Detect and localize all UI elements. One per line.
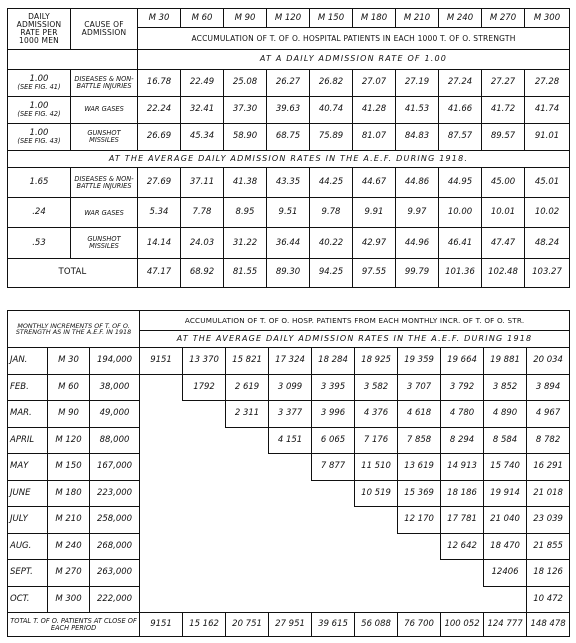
increments-column-header: MONTHLY INCREMENTS OF T. OF O. STRENGTH AS IN THE A.E.F. IN 1918 bbox=[8, 311, 140, 348]
value-cell: 15 821 bbox=[226, 348, 269, 375]
value-cell: 68.75 bbox=[267, 123, 310, 150]
value-cell: 27.24 bbox=[439, 69, 482, 96]
value-cell: 11 510 bbox=[355, 454, 398, 481]
total-cell: 97.55 bbox=[353, 258, 396, 287]
empty-cell bbox=[312, 533, 355, 560]
cause-column-header: CAUSE OF ADMISSION bbox=[71, 9, 138, 50]
cause-label: GUNSHOT MISSILES bbox=[71, 228, 138, 258]
strength-value: 49,000 bbox=[90, 401, 140, 428]
total-cell: 81.55 bbox=[224, 258, 267, 287]
value-cell: 42.97 bbox=[353, 228, 396, 258]
value-cell: 37.30 bbox=[224, 96, 267, 123]
value-cell: 22.24 bbox=[138, 96, 181, 123]
empty-cell bbox=[269, 560, 312, 587]
table-row bbox=[8, 198, 570, 228]
value-cell: 41.66 bbox=[439, 96, 482, 123]
value-cell: 27.19 bbox=[396, 69, 439, 96]
value-cell: 44.95 bbox=[439, 167, 482, 197]
empty-cell bbox=[226, 480, 269, 507]
cause-label: WAR GASES bbox=[71, 198, 138, 228]
value-cell: 18 925 bbox=[355, 348, 398, 375]
value-cell: 31.22 bbox=[224, 228, 267, 258]
table-row bbox=[8, 533, 570, 560]
value-cell: 21 018 bbox=[527, 480, 570, 507]
empty-cell bbox=[312, 507, 355, 534]
value-cell: 91.01 bbox=[525, 123, 570, 150]
total-cell: 68.92 bbox=[181, 258, 224, 287]
total-cell: 124 777 bbox=[484, 613, 527, 637]
month-label: FEB. bbox=[8, 374, 48, 401]
value-cell: 4 967 bbox=[527, 401, 570, 428]
empty-cell bbox=[269, 454, 312, 481]
month-label: MAY bbox=[8, 454, 48, 481]
value-cell: 21 040 bbox=[484, 507, 527, 534]
total-cell: 100 052 bbox=[441, 613, 484, 637]
value-cell: 45.00 bbox=[482, 167, 525, 197]
month-label: JULY bbox=[8, 507, 48, 534]
value-cell: 7 176 bbox=[355, 427, 398, 454]
strength-value: 258,000 bbox=[90, 507, 140, 534]
period-label: M 270 bbox=[48, 560, 90, 587]
value-cell: 5.34 bbox=[138, 198, 181, 228]
value-cell: 13 370 bbox=[183, 348, 226, 375]
value-cell: 9.97 bbox=[396, 198, 439, 228]
value-cell: 17 324 bbox=[269, 348, 312, 375]
empty-cell bbox=[269, 507, 312, 534]
empty-cell bbox=[183, 507, 226, 534]
value-cell: 19 881 bbox=[484, 348, 527, 375]
value-cell: 45.34 bbox=[181, 123, 224, 150]
month-label: SEPT. bbox=[8, 560, 48, 587]
value-cell: 7 877 bbox=[312, 454, 355, 481]
period-label: M 210 bbox=[48, 507, 90, 534]
total-cell: 99.79 bbox=[396, 258, 439, 287]
value-cell: 44.96 bbox=[396, 228, 439, 258]
value-cell: 26.69 bbox=[138, 123, 181, 150]
month-header: M 150 bbox=[310, 9, 353, 28]
total-label: TOTAL T. OF O. PATIENTS AT CLOSE OF EACH PERIOD bbox=[8, 613, 140, 637]
value-cell: 10 519 bbox=[355, 480, 398, 507]
band-average-rate: AT THE AVERAGE DAILY ADMISSION RATES IN THE A.E.F. DURING 1918 bbox=[140, 331, 570, 348]
total-cell: 102.48 bbox=[482, 258, 525, 287]
empty-cell bbox=[355, 533, 398, 560]
accumulation-title: ACCUMULATION OF T. OF O. HOSP. PATIENTS FROM EACH MONTHLY INCR. OF T. OF O. STR. bbox=[140, 311, 570, 331]
empty-cell bbox=[140, 507, 183, 534]
value-cell: 3 996 bbox=[312, 401, 355, 428]
strength-value: 223,000 bbox=[90, 480, 140, 507]
value-cell: 81.07 bbox=[353, 123, 396, 150]
value-cell: 58.90 bbox=[224, 123, 267, 150]
month-header: M 240 bbox=[439, 9, 482, 28]
value-cell: 13 619 bbox=[398, 454, 441, 481]
strength-value: 88,000 bbox=[90, 427, 140, 454]
table-row bbox=[8, 348, 570, 375]
empty-cell bbox=[398, 560, 441, 587]
value-cell: 12 642 bbox=[441, 533, 484, 560]
empty-cell bbox=[269, 480, 312, 507]
rate-value: 1.00 bbox=[29, 73, 49, 84]
total-cell: 148 478 bbox=[527, 613, 570, 637]
total-cell: 47.17 bbox=[138, 258, 181, 287]
month-label: MAR. bbox=[8, 401, 48, 428]
value-cell: 26.82 bbox=[310, 69, 353, 96]
value-cell: 3 395 bbox=[312, 374, 355, 401]
value-cell: 8 782 bbox=[527, 427, 570, 454]
value-cell: 19 359 bbox=[398, 348, 441, 375]
rate-value: 1.00 bbox=[29, 100, 49, 111]
empty-cell bbox=[226, 560, 269, 587]
total-cell: 9151 bbox=[140, 613, 183, 637]
table-row bbox=[8, 69, 570, 96]
total-label: TOTAL bbox=[8, 258, 138, 287]
period-label: M 120 bbox=[48, 427, 90, 454]
value-cell: 3 582 bbox=[355, 374, 398, 401]
value-cell: 3 894 bbox=[527, 374, 570, 401]
table-row bbox=[8, 167, 570, 197]
period-label: M 90 bbox=[48, 401, 90, 428]
empty-cell bbox=[140, 533, 183, 560]
empty-cell bbox=[226, 507, 269, 534]
rate-value: .24 bbox=[8, 198, 71, 228]
month-label: OCT. bbox=[8, 586, 48, 613]
value-cell: 18 284 bbox=[312, 348, 355, 375]
total-row bbox=[8, 258, 570, 287]
value-cell: 44.67 bbox=[353, 167, 396, 197]
total-cell: 101.36 bbox=[439, 258, 482, 287]
empty-cell bbox=[183, 560, 226, 587]
value-cell: 41.28 bbox=[353, 96, 396, 123]
rate-value: 1.00 bbox=[29, 127, 49, 138]
value-cell: 16 291 bbox=[527, 454, 570, 481]
table-row bbox=[8, 401, 570, 428]
month-label: JAN. bbox=[8, 348, 48, 375]
total-cell: 89.30 bbox=[267, 258, 310, 287]
empty-cell bbox=[355, 586, 398, 613]
table-row bbox=[8, 427, 570, 454]
value-cell: 4 890 bbox=[484, 401, 527, 428]
value-cell: 23 039 bbox=[527, 507, 570, 534]
empty-cell bbox=[140, 480, 183, 507]
value-cell: 3 707 bbox=[398, 374, 441, 401]
empty-cell bbox=[226, 533, 269, 560]
value-cell: 2 619 bbox=[226, 374, 269, 401]
period-label: M 240 bbox=[48, 533, 90, 560]
figure-reference: (SEE FIG. 43) bbox=[17, 136, 61, 145]
accumulation-title: ACCUMULATION OF T. OF O. HOSPITAL PATIENTS IN EACH 1000 T. OF O. STRENGTH bbox=[138, 28, 570, 50]
strength-value: 222,000 bbox=[90, 586, 140, 613]
table-row bbox=[8, 454, 570, 481]
empty-cell bbox=[183, 586, 226, 613]
value-cell: 14.14 bbox=[138, 228, 181, 258]
value-cell: 44.86 bbox=[396, 167, 439, 197]
empty-cell bbox=[140, 374, 183, 401]
empty-cell bbox=[140, 560, 183, 587]
total-cell: 94.25 bbox=[310, 258, 353, 287]
empty-cell bbox=[355, 507, 398, 534]
value-cell: 26.27 bbox=[267, 69, 310, 96]
total-cell: 39 615 bbox=[312, 613, 355, 637]
value-cell: 41.72 bbox=[482, 96, 525, 123]
value-cell: 47.47 bbox=[482, 228, 525, 258]
value-cell: 9.91 bbox=[353, 198, 396, 228]
value-cell: 15 740 bbox=[484, 454, 527, 481]
table-row bbox=[8, 374, 570, 401]
value-cell: 9.78 bbox=[310, 198, 353, 228]
value-cell: 18 126 bbox=[527, 560, 570, 587]
rate-column-header: DAILY ADMISSION RATE PER 1000 MEN bbox=[8, 9, 71, 50]
value-cell: 15 369 bbox=[398, 480, 441, 507]
strength-value: 38,000 bbox=[90, 374, 140, 401]
value-cell: 10.00 bbox=[439, 198, 482, 228]
band-daily-rate: AT A DAILY ADMISSION RATE OF 1.00 bbox=[138, 50, 570, 69]
total-cell: 20 751 bbox=[226, 613, 269, 637]
month-header: M 210 bbox=[396, 9, 439, 28]
value-cell: 22.49 bbox=[181, 69, 224, 96]
month-label: AUG. bbox=[8, 533, 48, 560]
total-cell: 56 088 bbox=[355, 613, 398, 637]
value-cell: 16.78 bbox=[138, 69, 181, 96]
period-label: M 60 bbox=[48, 374, 90, 401]
total-cell: 103.27 bbox=[525, 258, 570, 287]
value-cell: 84.83 bbox=[396, 123, 439, 150]
value-cell: 9151 bbox=[140, 348, 183, 375]
value-cell: 8 294 bbox=[441, 427, 484, 454]
cause-label: DISEASES & NON-BATTLE INJURIES bbox=[71, 167, 138, 197]
empty-cell bbox=[183, 401, 226, 428]
month-label: JUNE bbox=[8, 480, 48, 507]
empty-cell bbox=[355, 560, 398, 587]
empty-cell bbox=[398, 533, 441, 560]
period-label: M 180 bbox=[48, 480, 90, 507]
cause-label: GUNSHOT MISSILES bbox=[71, 123, 138, 150]
value-cell: 89.57 bbox=[482, 123, 525, 150]
rate-value: .53 bbox=[8, 228, 71, 258]
empty-cell bbox=[269, 533, 312, 560]
value-cell: 87.57 bbox=[439, 123, 482, 150]
value-cell: 7.78 bbox=[181, 198, 224, 228]
figure-reference: (SEE FIG. 41) bbox=[17, 82, 61, 91]
empty-cell bbox=[183, 427, 226, 454]
cause-label: DISEASES & NON-BATTLE INJURIES bbox=[71, 69, 138, 96]
value-cell: 4 618 bbox=[398, 401, 441, 428]
month-header: M 270 bbox=[482, 9, 525, 28]
value-cell: 4 376 bbox=[355, 401, 398, 428]
value-cell: 3 099 bbox=[269, 374, 312, 401]
table-row bbox=[8, 480, 570, 507]
empty-cell bbox=[226, 454, 269, 481]
value-cell: 25.08 bbox=[224, 69, 267, 96]
table-row bbox=[8, 507, 570, 534]
empty-cell bbox=[140, 401, 183, 428]
value-cell: 9.51 bbox=[267, 198, 310, 228]
value-cell: 8.95 bbox=[224, 198, 267, 228]
period-label: M 300 bbox=[48, 586, 90, 613]
empty-cell bbox=[269, 586, 312, 613]
figure-reference: (SEE FIG. 42) bbox=[17, 109, 61, 118]
rate-value: 1.65 bbox=[8, 167, 71, 197]
value-cell: 39.63 bbox=[267, 96, 310, 123]
month-header: M 90 bbox=[224, 9, 267, 28]
value-cell: 18 186 bbox=[441, 480, 484, 507]
table-row bbox=[8, 96, 570, 123]
monthly-increment-table bbox=[7, 310, 570, 637]
strength-value: 167,000 bbox=[90, 454, 140, 481]
table-row bbox=[8, 560, 570, 587]
value-cell: 75.89 bbox=[310, 123, 353, 150]
value-cell: 12 170 bbox=[398, 507, 441, 534]
period-label: M 150 bbox=[48, 454, 90, 481]
empty-cell bbox=[484, 586, 527, 613]
value-cell: 3 792 bbox=[441, 374, 484, 401]
month-header: M 300 bbox=[525, 9, 570, 28]
value-cell: 36.44 bbox=[267, 228, 310, 258]
strength-value: 268,000 bbox=[90, 533, 140, 560]
table-row bbox=[8, 228, 570, 258]
table-row bbox=[8, 123, 570, 150]
value-cell: 32.41 bbox=[181, 96, 224, 123]
value-cell: 1792 bbox=[183, 374, 226, 401]
value-cell: 18 470 bbox=[484, 533, 527, 560]
value-cell: 4 151 bbox=[269, 427, 312, 454]
admission-rate-table bbox=[7, 8, 570, 288]
value-cell: 44.25 bbox=[310, 167, 353, 197]
month-header: M 120 bbox=[267, 9, 310, 28]
total-cell: 27 951 bbox=[269, 613, 312, 637]
value-cell: 40.22 bbox=[310, 228, 353, 258]
month-header: M 180 bbox=[353, 9, 396, 28]
value-cell: 10.01 bbox=[482, 198, 525, 228]
value-cell: 4 780 bbox=[441, 401, 484, 428]
empty-cell bbox=[312, 586, 355, 613]
value-cell: 14 913 bbox=[441, 454, 484, 481]
value-cell: 3 377 bbox=[269, 401, 312, 428]
value-cell: 46.41 bbox=[439, 228, 482, 258]
value-cell: 45.01 bbox=[525, 167, 570, 197]
value-cell: 27.69 bbox=[138, 167, 181, 197]
value-cell: 6 065 bbox=[312, 427, 355, 454]
value-cell: 8 584 bbox=[484, 427, 527, 454]
empty-cell bbox=[140, 586, 183, 613]
value-cell: 27.07 bbox=[353, 69, 396, 96]
month-header: M 60 bbox=[181, 9, 224, 28]
total-cell: 15 162 bbox=[183, 613, 226, 637]
value-cell: 10 472 bbox=[527, 586, 570, 613]
cause-label: WAR GASES bbox=[71, 96, 138, 123]
value-cell: 41.38 bbox=[224, 167, 267, 197]
value-cell: 48.24 bbox=[525, 228, 570, 258]
value-cell: 21 855 bbox=[527, 533, 570, 560]
strength-value: 263,000 bbox=[90, 560, 140, 587]
value-cell: 20 034 bbox=[527, 348, 570, 375]
value-cell: 2 311 bbox=[226, 401, 269, 428]
empty-cell bbox=[441, 586, 484, 613]
value-cell: 19 914 bbox=[484, 480, 527, 507]
total-cell: 76 700 bbox=[398, 613, 441, 637]
month-label: APRIL bbox=[8, 427, 48, 454]
value-cell: 27.28 bbox=[525, 69, 570, 96]
empty-cell bbox=[398, 586, 441, 613]
value-cell: 43.35 bbox=[267, 167, 310, 197]
month-header: M 30 bbox=[138, 9, 181, 28]
table-row bbox=[8, 586, 570, 613]
value-cell: 10.02 bbox=[525, 198, 570, 228]
total-row bbox=[8, 613, 570, 637]
value-cell: 12406 bbox=[484, 560, 527, 587]
strength-value: 194,000 bbox=[90, 348, 140, 375]
empty-cell bbox=[441, 560, 484, 587]
value-cell: 37.11 bbox=[181, 167, 224, 197]
value-cell: 19 664 bbox=[441, 348, 484, 375]
table1-month-header-row bbox=[8, 9, 570, 28]
value-cell: 3 852 bbox=[484, 374, 527, 401]
period-label: M 30 bbox=[48, 348, 90, 375]
empty-cell bbox=[312, 560, 355, 587]
empty-cell bbox=[183, 480, 226, 507]
empty-cell bbox=[312, 480, 355, 507]
empty-cell bbox=[226, 586, 269, 613]
empty-cell bbox=[183, 533, 226, 560]
empty-cell bbox=[140, 454, 183, 481]
value-cell: 27.27 bbox=[482, 69, 525, 96]
value-cell: 41.53 bbox=[396, 96, 439, 123]
value-cell: 17 781 bbox=[441, 507, 484, 534]
value-cell: 7 858 bbox=[398, 427, 441, 454]
empty-cell bbox=[140, 427, 183, 454]
band-average-rate: AT THE AVERAGE DAILY ADMISSION RATES IN THE A.E.F. DURING 1918. bbox=[8, 150, 570, 167]
empty-cell bbox=[226, 427, 269, 454]
value-cell: 24.03 bbox=[181, 228, 224, 258]
value-cell: 41.74 bbox=[525, 96, 570, 123]
empty-cell bbox=[183, 454, 226, 481]
value-cell: 40.74 bbox=[310, 96, 353, 123]
